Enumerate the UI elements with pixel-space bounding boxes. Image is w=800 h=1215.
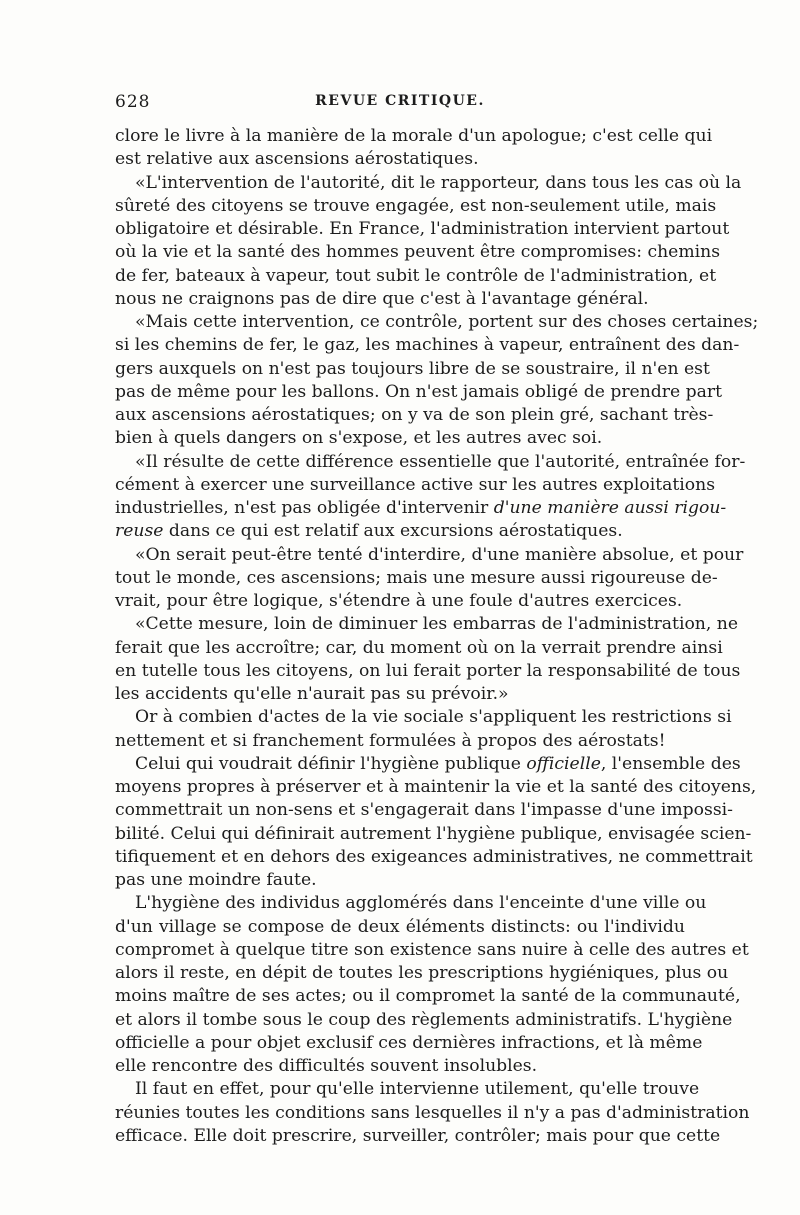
page-header bbox=[115, 92, 685, 116]
text-line: tout le monde, ces ascensions; mais une mesure aussi rigoureuse de- bbox=[115, 567, 718, 588]
text-line: vrait, pour être logique, s'étendre à une foule d'autres exercices. bbox=[115, 591, 683, 611]
text-line: les accidents qu'elle n'aurait pas su prévoir.» bbox=[115, 684, 509, 704]
italic-phrase: reuse bbox=[115, 521, 164, 542]
text-line: Or à combien d'actes de la vie sociale s'appliquent les restrictions si bbox=[135, 707, 732, 728]
text-line: alors il reste, en dépit de toutes les prescriptions hygiéniques, plus ou bbox=[115, 963, 729, 983]
paragraph bbox=[115, 706, 732, 753]
text-line: gers auxquels on n'est pas toujours libre de se soustraire, il n'en est bbox=[115, 358, 710, 379]
text-line: bilité. Celui qui définirait autrement l'hygiène publique, envisagée scien- bbox=[115, 823, 752, 844]
text-line: cément à exercer une surveillance active sur les autres exploitations bbox=[115, 474, 716, 495]
text-line: ferait que les accroître; car, du moment où on la verrait prendre ainsi bbox=[115, 637, 723, 658]
paragraph bbox=[115, 311, 759, 451]
text-line: clore le livre à la manière de la morale d'un apologue; c'est celle qui bbox=[115, 126, 713, 146]
text-line: «L'intervention de l'autorité, dit le rapporteur, dans tous les cas où la bbox=[135, 172, 742, 193]
text-line: nettement et si franchement formulées à propos des aérostats! bbox=[115, 730, 666, 751]
italic-phrase: officielle bbox=[526, 753, 601, 774]
text-line: bien à quels dangers on s'expose, et les autres avec soi. bbox=[115, 428, 603, 449]
italic-phrase: d'une manière aussi rigou- bbox=[493, 498, 727, 518]
text-line: en tutelle tous les citoyens, on lui ferait porter la responsabilité de tous bbox=[115, 660, 741, 681]
text-line: réunies toutes les conditions sans lesquelles il n'y a pas d'administration bbox=[115, 1102, 750, 1123]
text-line: moins maître de ses actes; ou il compromet la santé de la communauté, bbox=[115, 986, 741, 1007]
text-line: moyens propres à préserver et à maintenir la vie et la santé des citoyens, bbox=[115, 777, 757, 797]
text-line: Celui qui voudrait définir l'hygiène publique officielle, l'ensemble des bbox=[135, 753, 741, 774]
text-line: industrielles, n'est pas obligée d'intervenir d'une manière aussi rigou- bbox=[115, 498, 727, 518]
running-title: REVUE CRITIQUE. bbox=[315, 93, 485, 109]
text-line: tifiquement et en dehors des exigeances administratives, ne commettrait bbox=[115, 846, 753, 867]
paragraph bbox=[115, 544, 744, 614]
paragraph bbox=[115, 451, 746, 544]
body-text bbox=[115, 125, 759, 1148]
text-line: aux ascensions aérostatiques; on y va de son plein gré, sachant très- bbox=[115, 405, 714, 425]
text-line: si les chemins de fer, le gaz, les machines à vapeur, entraînent des dan- bbox=[115, 335, 740, 356]
text-line: nous ne craignons pas de dire que c'est à l'avantage général. bbox=[115, 288, 649, 309]
text-line: officielle a pour objet exclusif ces dernières infractions, et là même bbox=[115, 1032, 703, 1053]
text-line: compromet à quelque titre son existence sans nuire à celle des autres et bbox=[115, 939, 749, 960]
paragraph bbox=[115, 1078, 750, 1148]
text-line: de fer, bateaux à vapeur, tout subit le contrôle de l'administration, et bbox=[115, 265, 717, 286]
text-line: et alors il tombe sous le coup des règlements administratifs. L'hygiène bbox=[115, 1009, 733, 1030]
text-line: «Il résulte de cette différence essentielle que l'autorité, entraînée for- bbox=[135, 451, 746, 472]
text-line: pas une moindre faute. bbox=[115, 870, 317, 890]
text-line: est relative aux ascensions aérostatiques. bbox=[115, 149, 479, 170]
text-line: L'hygiène des individus agglomérés dans l'enceinte d'une ville ou bbox=[135, 893, 707, 914]
text-line: «Mais cette intervention, ce contrôle, portent sur des choses certaines; bbox=[135, 312, 759, 332]
text-line: elle rencontre des difficultés souvent insolubles. bbox=[115, 1056, 538, 1076]
text-line: «On serait peut-être tenté d'interdire, d'une manière absolue, et pour bbox=[135, 544, 744, 565]
paragraph bbox=[115, 125, 713, 172]
page-number: 628 bbox=[115, 92, 151, 112]
text-line: pas de même pour les ballons. On n'est jamais obligé de prendre part bbox=[115, 381, 723, 402]
text-line: obligatoire et désirable. En France, l'administration intervient partout bbox=[115, 219, 730, 239]
text-line: d'un village se compose de deux éléments distincts: ou l'individu bbox=[115, 916, 685, 937]
paragraph bbox=[115, 172, 742, 312]
text-line: efficace. Elle doit prescrire, surveiller, contrôler; mais pour que cette bbox=[115, 1125, 721, 1146]
text-line: sûreté des citoyens se trouve engagée, est non-seulement utile, mais bbox=[115, 195, 717, 216]
text-line: reuse dans ce qui est relatif aux excursions aérostatiques. bbox=[115, 521, 623, 542]
paragraph bbox=[115, 753, 757, 893]
paragraph bbox=[115, 892, 749, 1078]
text-line: Il faut en effet, pour qu'elle intervienne utilement, qu'elle trouve bbox=[135, 1079, 700, 1100]
text-line: commettrait un non-sens et s'engagerait dans l'impasse d'une impossi- bbox=[115, 800, 733, 821]
text-line: où la vie et la santé des hommes peuvent être compromises: chemins bbox=[115, 242, 721, 263]
paragraph bbox=[115, 613, 741, 706]
text-line: «Cette mesure, loin de diminuer les embarras de l'administration, ne bbox=[135, 614, 739, 635]
